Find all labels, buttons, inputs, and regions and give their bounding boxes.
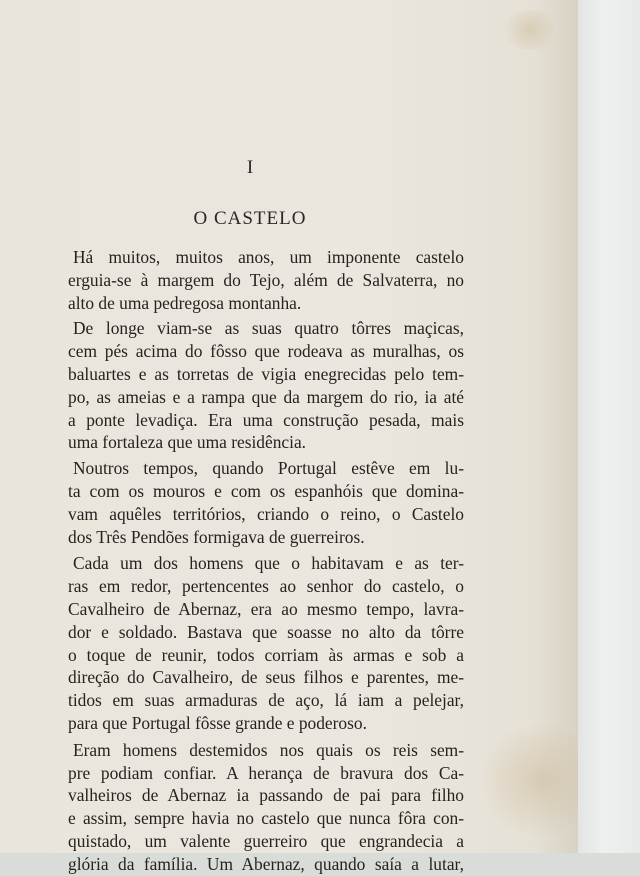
text-line: pre podiam confiar. A herança de bravura dos Ca- xyxy=(68,762,464,783)
text-line: dos Três Pendões formigava de guerreiros. xyxy=(68,526,365,547)
chapter-number: I xyxy=(246,157,254,178)
text-line: Eram homens destemidos nos quais os reis sem- xyxy=(73,739,464,760)
text-line: erguia-se à margem do Tejo, além de Salvaterra, no xyxy=(68,269,464,290)
text-line: Cada um dos homens que o habitavam e as ter- xyxy=(73,553,464,574)
text-line: cem pés acima do fôsso que rodeava as muralhas, os xyxy=(68,341,464,362)
paragraph xyxy=(68,317,464,454)
text-line: Cavalheiro de Abernaz, era ao mesmo tempo, lavra- xyxy=(68,598,464,619)
text-line: alto de uma pedregosa montanha. xyxy=(68,292,302,313)
text-line: Noutros tempos, quando Portugal estêve em lu- xyxy=(73,458,464,479)
text-line: baluartes e as torretas de vigia enegrecidas pelo tem- xyxy=(68,363,464,384)
text-line: ras em redor, pertencentes ao senhor do castelo, o xyxy=(68,576,464,597)
text-line: e assim, sempre havia no castelo que nunca fôra con- xyxy=(68,808,464,829)
chapter-title: O CASTELO xyxy=(193,208,307,229)
text-line: vam aquêles territórios, criando o reino, o Castelo xyxy=(68,503,464,524)
text-line: po, as ameias e a rampa que da margem do rio, ia até xyxy=(68,386,464,407)
paragraph xyxy=(68,552,464,734)
paragraph xyxy=(68,739,464,876)
text-line: tidos em suas armaduras de aço, lá iam a pelejar, xyxy=(68,690,464,711)
text-line: a ponte levadiça. Era uma construção pesada, mais xyxy=(68,409,464,430)
paragraph xyxy=(68,457,464,548)
text-line: direção do Cavalheiro, de seus filhos e parentes, me- xyxy=(68,667,464,688)
text-line: glória da família. Um Abernaz, quando saía a lutar, xyxy=(68,853,464,874)
text-line: valheiros de Abernaz ia passando de pai para filho xyxy=(68,785,464,806)
background-surface xyxy=(578,0,640,853)
body-text xyxy=(68,246,464,876)
text-line: o toque de reunir, todos corriam às armas e sob a xyxy=(68,644,464,665)
text-line: dor e soldado. Bastava que soasse no alto da tôrre xyxy=(68,621,464,642)
text-line: Há muitos, muitos anos, um imponente castelo xyxy=(73,247,464,267)
text-line: De longe viam-se as suas quatro tôrres maçicas, xyxy=(73,318,464,339)
text-line: ta com os mouros e com os espanhóis que domina- xyxy=(68,480,464,501)
text-line: uma fortaleza que uma residência. xyxy=(68,432,307,453)
text-line: quistado, um valente guerreiro que engrandecia a xyxy=(68,830,464,851)
age-stain xyxy=(500,10,560,50)
text-line: para que Portugal fôsse grande e poderoso. xyxy=(68,712,367,733)
paragraph xyxy=(68,246,464,314)
